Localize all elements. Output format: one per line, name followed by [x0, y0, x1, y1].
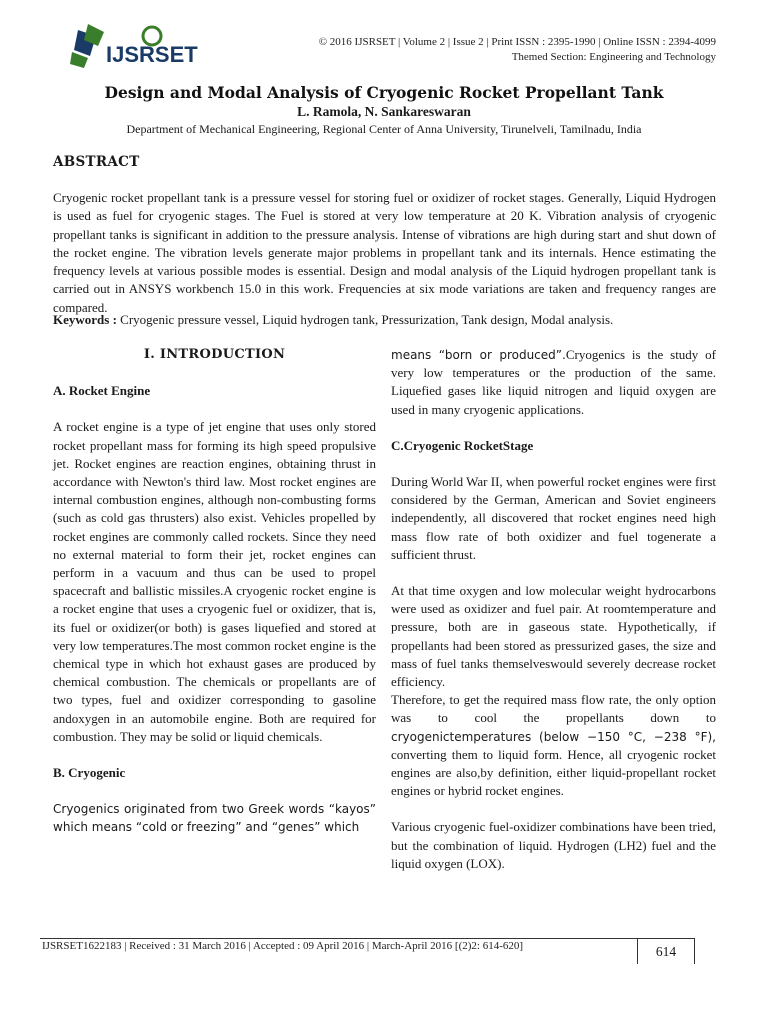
page-number: 614: [637, 938, 695, 964]
logo-text: IJSRSET: [106, 42, 198, 67]
abstract-heading: ABSTRACT: [53, 154, 140, 170]
paragraph-cryogenic-cont-start: means “born or produced”.: [391, 348, 566, 362]
footer-citation: IJSRSET1622183 | Received : 31 March 2016 | Accepted : 09 April 2016 | March-April 2016 [(2)2: 614-620]: [42, 940, 524, 952]
right-column: [391, 346, 716, 873]
keywords-label: Keywords :: [53, 312, 117, 327]
subsection-heading-cryogenic: B. Cryogenic: [53, 765, 126, 781]
paragraph-mass-flow-start: Therefore, to get the required mass flow rate, the only option was to cool the propellants down to: [391, 692, 716, 726]
paragraph-fuel-oxidizer: Various cryogenic fuel-oxidizer combinations have been tried, but the combination of liquid. Hydrogen (LH2) fuel and the liquid oxygen (LOX).: [391, 819, 716, 871]
paragraph-oxygen-hydrocarbons: At that time oxygen and low molecular weight hydrocarbons were used as oxidizer and fuel pair. At roomtemperature and pressure, both are in gaseous state. Hypothetically, if propellants had been stored as pressurized gases, the size and mass of fuel tanks themselveswould severely decrease rocket efficiency.: [391, 583, 716, 690]
cryogenic-temperature-text: cryogenictemperatures (below −150 °C, −238 °F),: [391, 729, 716, 744]
keywords-text: Cryogenic pressure vessel, Liquid hydrogen tank, Pressurization, Tank design, Modal analysis.: [116, 312, 614, 327]
footer-divider: [40, 938, 640, 939]
keywords: [53, 311, 716, 329]
themed-section-line: Themed Section: Engineering and Technology: [511, 51, 716, 63]
paragraph-cryogenic-cont: Cryogenics is the study of very low temperatures or the production of the same. Liquefied gases like liquid nitrogen and liquid oxygen are used in many cryogenic applications.: [391, 347, 716, 417]
paragraph-cryogenic: Cryogenics originated from two Greek words “kayos” which means “cold or freezing” and “genes” which: [53, 802, 376, 835]
paragraph-mass-flow-end: converting them to liquid form. Hence, all cryogenic rocket engines are also,by definition, either liquid-propellant rocket engines or hybrid rocket engines.: [391, 746, 716, 799]
paragraph-world-war: During World War II, when powerful rocket engines were first considered by the German, American and Soviet engineers independently, all discovered that rocket engines need high mass flow rate of both oxidizer and fuel togenerate a sufficient thrust.: [391, 474, 716, 562]
subsection-heading-rocket-engine: A. Rocket Engine: [53, 383, 151, 399]
journal-logo: [70, 22, 200, 72]
left-column: [53, 346, 376, 837]
subsection-heading-cryogenic-rocket-stage: C.Cryogenic RocketStage: [391, 437, 534, 453]
paragraph-rocket-engine: A rocket engine is a type of jet engine that uses only stored rocket propellant mass for forming its high speed propulsive jet. Rocket engines are reaction engines, obtaining thrust in accordance with Newton's third law. Most rocket engines are internal combustion engines, although non-combusting forms (such as cold gas thrusters) also exist. Vehicles propelled by rocket engines are commonly called rockets. Since they need no external material to form their jet, rocket engines can perform in a vacuum and thus can be used to propel spacecraft and ballistic missiles.A cryogenic rocket engine is a rocket engine that uses a cryogenic fuel or oxidizer, that is, its fuel or oxidizer(or both) is gases liquefied and stored at very low temperatures.The most common rocket engine is the chemical type in which hot exhaust gases are produced by chemical combustion. The chemicals or propellants are of two types, fuel and oxidizer corresponding to gasoline andoxygen in an automobile engine. Both are required for combustion. They may be solid or liquid chemicals.: [53, 419, 376, 744]
section-heading-introduction: I. INTRODUCTION: [143, 347, 286, 362]
paper-authors: L. Ramola, N. Sankareswaran: [297, 104, 471, 119]
paper-affiliation: Department of Mechanical Engineering, Regional Center of Anna University, Tirunelveli, Tamilnadu, India: [126, 122, 642, 136]
journal-issue-line: © 2016 IJSRSET | Volume 2 | Issue 2 | Print ISSN : 2395-1990 | Online ISSN : 2394-4099: [318, 36, 716, 48]
abstract-text: Cryogenic rocket propellant tank is a pressure vessel for storing fuel or oxidizer of rocket stages. Generally, Liquid Hydrogen is used as fuel for cryogenic stages. The Fuel is stored at very low temperature at 20 K. Vibration analysis of cryogenic propellant tanks is significant in addition to the pressure analysis. Intense of vibrations are high during start and shut down of the rocket engine. The vibration levels generate major problems in propellant tank and its internals. Hence estimating the frequency levels at various possible modes is essential. Design and modal analysis of the Liquid hydrogen propellant tank is carried out in ANSYS workbench 15.0 in this work. Frequencies at six mode variations are taken and frequency ranges are compared.: [53, 190, 716, 315]
paper-title: Design and Modal Analysis of Cryogenic Rocket Propellant Tank: [104, 83, 664, 102]
journal-info: [319, 35, 716, 65]
